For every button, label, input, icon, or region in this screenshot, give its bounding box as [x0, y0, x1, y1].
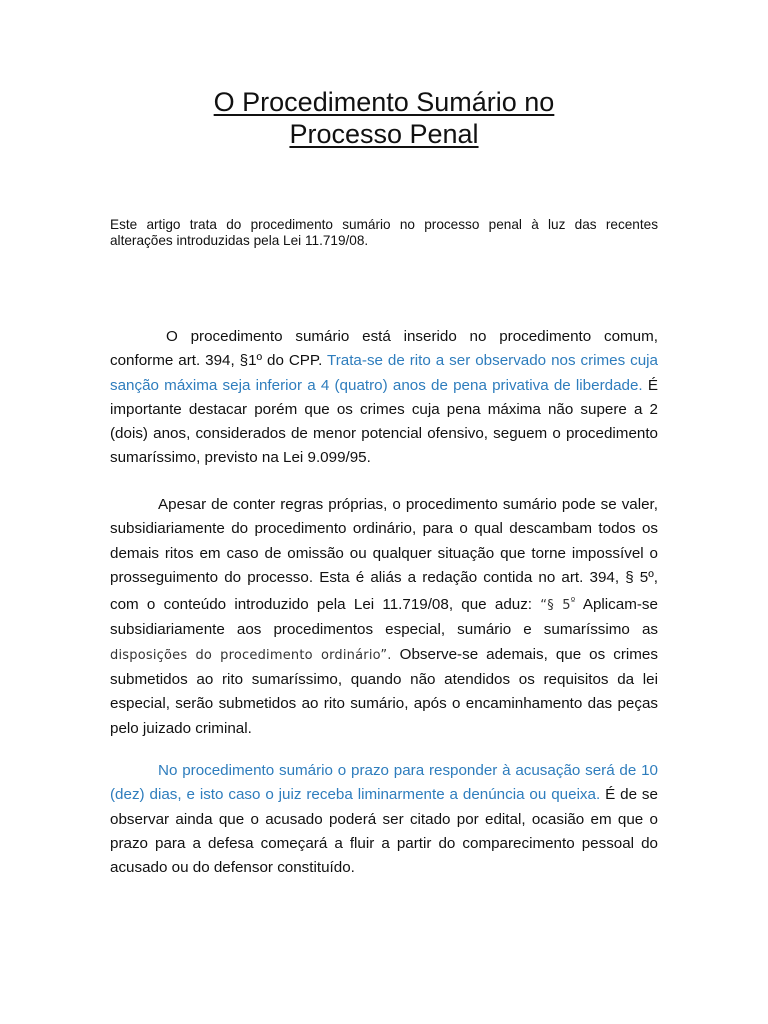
title-line-2: Processo Penal — [289, 119, 479, 149]
quote-close: disposições do procedimento ordinário”. — [110, 647, 392, 663]
paragraph-2 — [110, 493, 658, 741]
paragraph-1-text-a: O procedimento sumário está inserido no procedimento comum, conforme art. 394, §1º do CPP. — [110, 328, 658, 370]
paragraph-1 — [110, 325, 658, 471]
paragraph-2-text-a: Apesar de conter regras próprias, o procedimento sumário pode se valer, subsidiariamente do procedimento ordinário, para o qual descambam todos os demais ritos em caso de omissão ou qualquer situação que torne impossível o prosseguimento do processo. Esta é aliás a redação contida no art. 394, § 5º, com o conteúdo introduzido pela Lei 11.719/08, que aduz: — [110, 496, 658, 614]
paragraph-3-text-b: É de se observar ainda que o acusado poderá ser citado por edital, ocasião em que o prazo para a defesa começará a fluir a partir do comparecimento pessoal do acusado ou do defensor constituído. — [110, 786, 658, 877]
paragraph-2-text-d: Observe-se ademais, que os crimes submetidos ao rito sumaríssimo, quando não atendidos os requisitos da lei especial, serão submetidos ao rito sumário, após o encaminhamento das peças pelo juizado criminal. — [110, 645, 658, 737]
quote-open: “§ 5 — [540, 598, 571, 614]
abstract-paragraph: Este artigo trata do procedimento sumário no processo penal à luz das recentes alterações introduzidas pela Lei 11.719/08. — [110, 217, 658, 248]
quote-text: Aplicam-se subsidiariamente aos procedimentos especial, sumário e sumaríssimo as — [110, 596, 658, 639]
paragraph-1-text-c: É importante destacar porém que os crimes cuja pena máxima não supere a 2 (dois) anos, considerados de menor potencial ofensivo, seguem o procedimento sumaríssimo, previsto na Lei 9.099/95. — [110, 376, 658, 467]
paragraph-3 — [110, 759, 658, 880]
quote-superscript: º — [570, 596, 576, 608]
paragraph-3-highlight: No procedimento sumário o prazo para responder à acusação será de 10 (dez) dias, e isto caso o juiz receba liminarmente a denúncia ou queixa. — [110, 762, 658, 804]
page-title — [0, 86, 768, 150]
paragraph-1-highlight: Trata-se de rito a ser observado nos crimes cuja sanção máxima seja inferior a 4 (quatro) anos de pena privativa de liberdade. — [110, 352, 659, 394]
title-line-1: O Procedimento Sumário no — [213, 87, 555, 117]
